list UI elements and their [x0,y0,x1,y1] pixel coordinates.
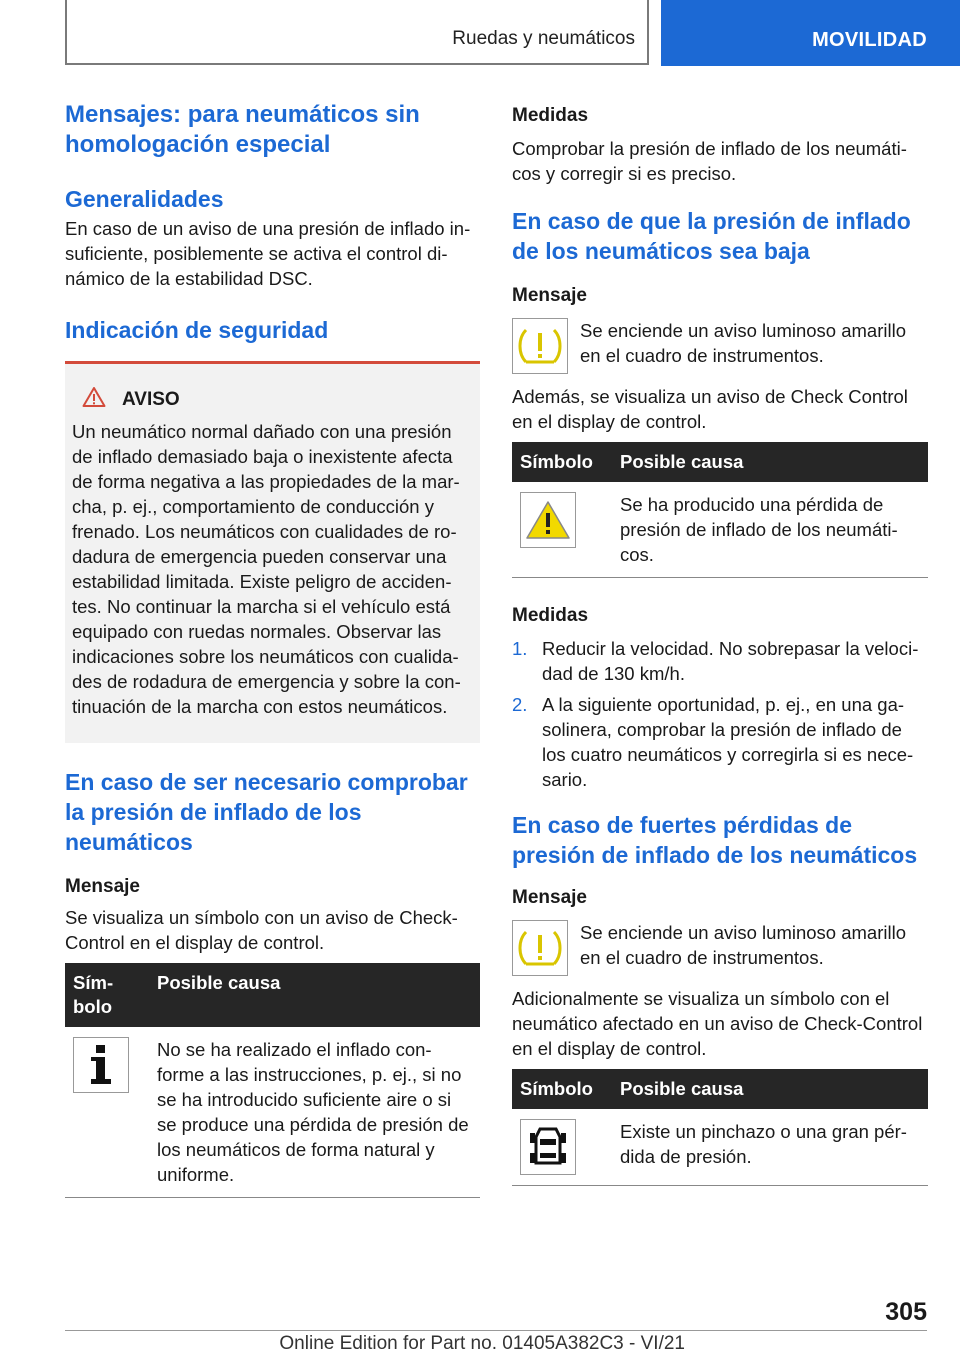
pressure-loss-heading: En caso de fuertes pérdidas de presión de inflado de los neumáticos [512,812,918,868]
measures-label: Medidas [512,105,589,126]
list-item [512,692,928,792]
table-header-symbol: Símbolo [65,963,149,1027]
table-cell-cause: Se ha producido una pérdida de presión de inflado de los neumáticos. [612,482,928,578]
tire-pressure-warning-icon [512,920,568,976]
step-text: Reducir la velocidad. No sobrepasar la velocidad de 130 km/h. [542,638,919,684]
yellow-warning-triangle-icon [520,492,576,548]
footer-rule [65,1330,927,1331]
table-header-cause: Posible causa [149,963,480,1027]
warning-box [65,361,480,743]
cause-table-low [512,442,928,578]
cause-table-loss [512,1069,928,1186]
loss-message-row [512,920,928,976]
loss-message-text: Se enciende un aviso luminoso amarillo en el cuadro de instrumentos. [580,922,906,968]
warning-triangle-icon [82,386,106,413]
message-label: Mensaje [65,876,140,897]
step-number: 1. [512,638,528,659]
message-label: Mensaje [512,285,587,306]
table-row [65,1027,480,1198]
step-number: 2. [512,694,528,715]
warning-text: Un neumático normal dañado con una presión de inflado demasiado baja o inexistente afecta de forma negativa a las propiedades de la marcha, p. ej., comportamiento de conducción y frenado. Los neumáticos con cualidades de rodadura de emergencia pueden conservar una estabilidad limitada. Existe peligro de accidentes. No continuar la marcha si el vehículo está equipado con ruedas normales. Observar las indicaciones sobre los neumáticos con cualidades de rodadura de emergencia y sobre la continuación de la marcha con estos neumáticos. [72,421,461,717]
safety-heading: Indicación de seguridad [65,317,329,343]
header-bottom-rule [65,63,649,65]
header-chapter-tab[interactable] [661,0,960,66]
general-text: En caso de un aviso de una presión de inflado insuficiente, posiblemente se activa el control dinámico de la estabilidad DSC. [65,218,471,289]
header-chapter-label: MOVILIDAD [812,29,927,51]
loss-extra-text: Adicionalmente se visualiza un símbolo con el neumático afectado en un aviso de Check-Control en el display de control. [512,988,923,1059]
low-message-text: Se enciende un aviso luminoso amarillo en el cuadro de instrumentos. [580,320,906,366]
cause-table-left [65,963,480,1198]
message-text: Se visualiza un símbolo con un aviso de Check-Control en el display de control. [65,907,458,953]
low-extra-text: Además, se visualiza un aviso de Check Control en el display de control. [512,386,908,432]
measures-text: Comprobar la presión de inflado de los neumáticos y corregir si es preciso. [512,138,907,184]
info-icon [73,1037,129,1093]
warning-header [82,386,472,413]
table-cell-cause: No se ha realizado el inflado conforme a las instrucciones, p. ej., si no se ha introducido suficiente aire o si se produce una pérdida de presión de los neumáticos de forma natural y uniforme. [149,1027,480,1198]
table-cell-cause: Existe un pinchazo o una gran pérdida de presión. [612,1109,928,1186]
measures-label-2: Medidas [512,605,589,626]
edition-text: Online Edition for Part no. 01405A382C3 - VI/21 [279,1333,685,1354]
warning-title: AVISO [122,388,180,410]
table-header-cause: Posible causa [612,442,928,482]
table-header-symbol: Símbolo [512,1069,612,1109]
table-header-symbol: Símbolo [512,442,612,482]
table-header-cause: Posible causa [612,1069,928,1109]
message-label-2: Mensaje [512,887,587,908]
car-tire-damage-icon [520,1119,576,1175]
page-number: 305 [885,1298,927,1326]
table-row [512,482,928,578]
list-item [512,636,928,686]
left-column [65,100,480,1198]
measures-steps [512,636,928,792]
low-pressure-heading: En caso de que la presión de inflado de los neumáticos sea baja [512,208,911,264]
table-row [512,1109,928,1186]
step-text: A la siguiente oportunidad, p. ej., en una gasolinera, comprobar la presión de inflado de los cuatro neumáticos y corregirla si es necesario. [542,694,914,790]
low-message-row [512,318,928,374]
right-column [512,100,928,1186]
header-separator [647,0,649,64]
check-pressure-heading: En caso de ser necesario comprobar la presión de inflado de los neumáticos [65,769,468,855]
tire-pressure-warning-icon [512,318,568,374]
header-section-title: Ruedas y neumáticos [452,28,635,49]
header-left-rule [65,0,67,64]
general-heading: Generalidades [65,186,224,212]
page-title: Mensajes: para neumáticos sin homologación especial [65,101,420,158]
